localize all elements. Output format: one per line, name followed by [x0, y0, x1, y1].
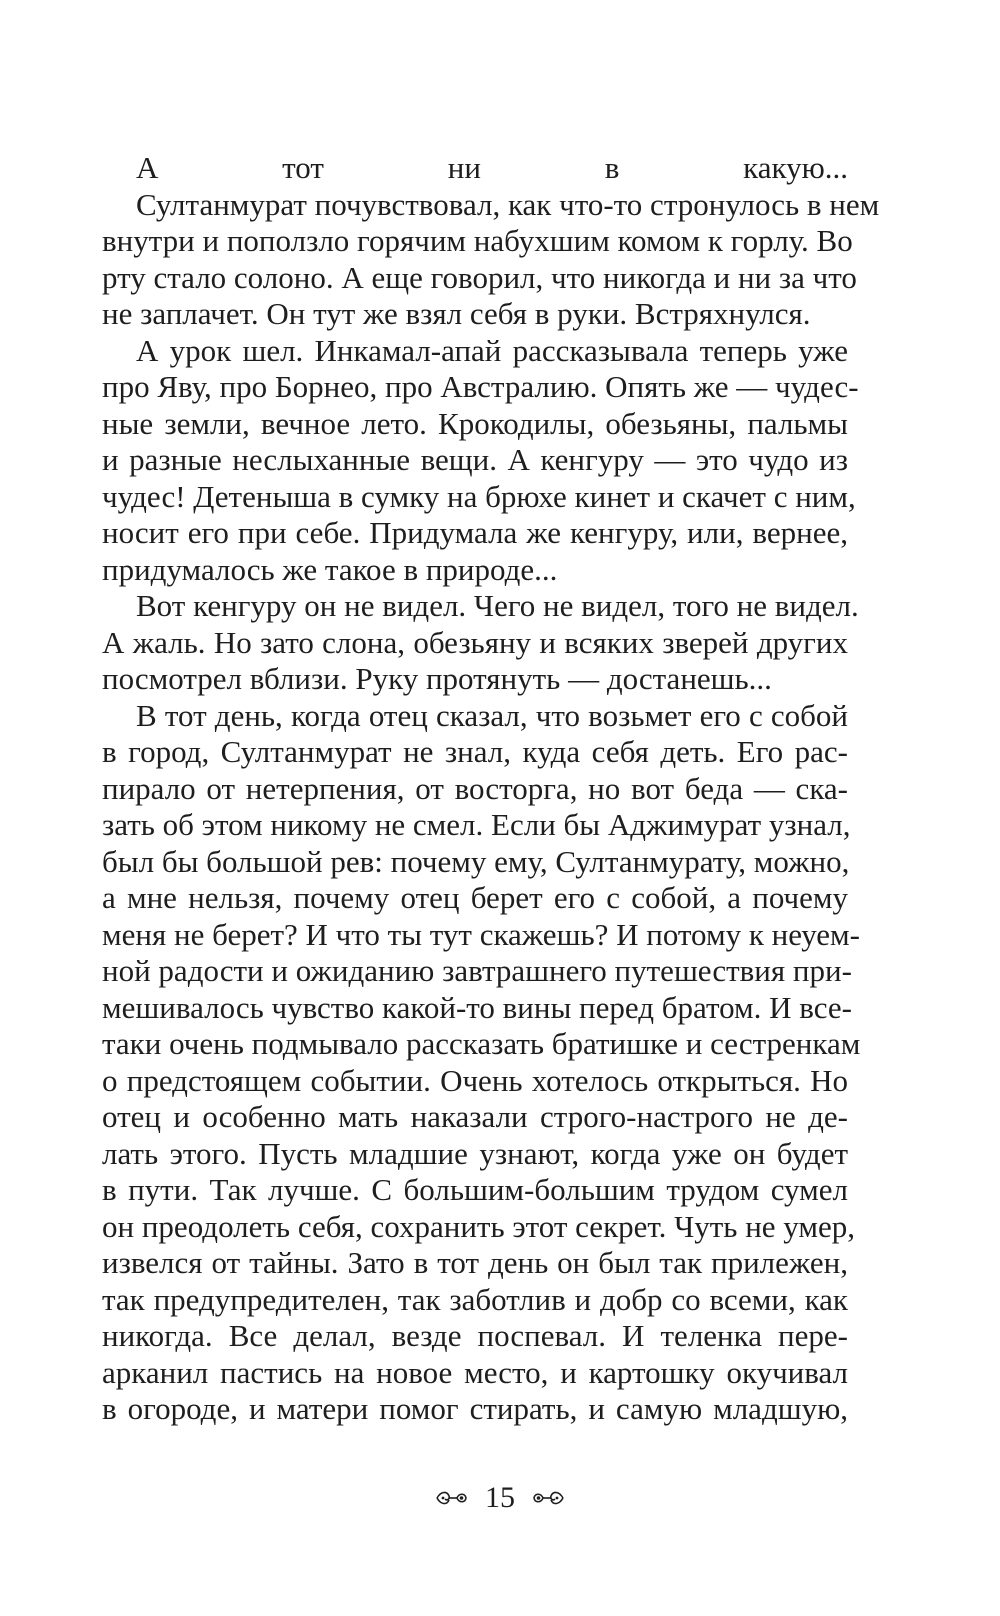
text-line: А жаль. Но зато слона, обезьяну и всяких зверей других: [102, 624, 848, 660]
floral-ornament-icon: [531, 1487, 565, 1509]
text-line: пирало от нетерпения, от восторга, но вот беда — ска-: [102, 770, 848, 806]
text-line: он преодолеть себя, сохранить этот секрет. Чуть не умер,: [102, 1208, 856, 1244]
text-line: лать этого. Пусть младшие узнают, когда уже он будет: [102, 1135, 848, 1171]
text-line: посмотрел вблизи. Руку протянуть — достанешь...: [102, 661, 772, 696]
text-line: придумалось же такое в природе...: [102, 551, 558, 587]
text-line: А тот ни в какую...: [136, 150, 848, 185]
text-line: был бы большой рев: почему ему, Султанмурату, можно,: [102, 843, 850, 879]
text-line: внутри и поползло горячим набухшим комом к горлу. Во: [102, 223, 853, 258]
text-line: арканил пастись на новое место, и картошку окучивал: [102, 1354, 848, 1390]
text-line: Султанмурат почувствовал, как что-то стронулось в нем: [136, 186, 880, 222]
text-line: отец и особенно мать наказали строго-настрого не де-: [102, 1099, 848, 1134]
text-line: про Яву, про Борнео, про Австралию. Опять же — чудес-: [102, 369, 859, 404]
text-line: а мне нельзя, почему отец берет его с собой, а почему: [102, 880, 848, 915]
text-line: ные земли, вечное лето. Крокодилы, обезьяны, пальмы: [102, 405, 848, 441]
text-line: и разные неслыханные вещи. А кенгуру — это чудо из: [102, 442, 848, 477]
text-line: в город, Султанмурат не знал, куда себя деть. Его рас-: [102, 734, 848, 769]
text-line: зать об этом никому не смел. Если бы Аджимурат узнал,: [102, 807, 851, 842]
text-line: Вот кенгуру он не видел. Чего не видел, того не видел.: [136, 588, 859, 623]
text-line: таки очень подмывало рассказать братишке и сестренкам: [102, 1026, 861, 1061]
page-text: [102, 150, 880, 1428]
text-line: мешивалось чувство какой-то вины перед братом. И все-: [102, 989, 852, 1025]
text-line: в огороде, и матери помог стирать, и самую младшую,: [102, 1391, 848, 1426]
text-line: так предупредителен, так заботлив и добр со всеми, как: [102, 1281, 848, 1317]
floral-ornament-icon: [435, 1487, 469, 1509]
page-number: 15: [485, 1481, 515, 1514]
text-line: никогда. Все делал, везде поспевал. И теленка пере-: [102, 1318, 848, 1353]
text-line: чудес! Детеныша в сумку на брюхе кинет и скачет с ним,: [102, 478, 856, 514]
text-line: в пути. Так лучше. С большим-большим трудом сумел: [102, 1172, 848, 1207]
text-line: рту стало солоно. А еще говорил, что никогда и ни за что: [102, 259, 857, 295]
text-line: А урок шел. Инкамал-апай рассказывала теперь уже: [136, 332, 848, 368]
text-line: извелся от тайны. Зато в тот день он был так прилежен,: [102, 1245, 848, 1280]
page-footer: [0, 1478, 1000, 1518]
text-line: о предстоящем событии. Очень хотелось открыться. Но: [102, 1062, 848, 1098]
text-line: ной радости и ожиданию завтрашнего путешествия при-: [102, 953, 852, 988]
text-line: носит его при себе. Придумала же кенгуру, или, вернее,: [102, 515, 848, 550]
text-line: В тот день, когда отец сказал, что возьмет его с собой: [136, 697, 848, 733]
text-line: не заплачет. Он тут же взял себя в руки. Встряхнулся.: [102, 296, 811, 331]
text-line: меня не берет? И что ты тут скажешь? И потому к неуем-: [102, 916, 861, 952]
